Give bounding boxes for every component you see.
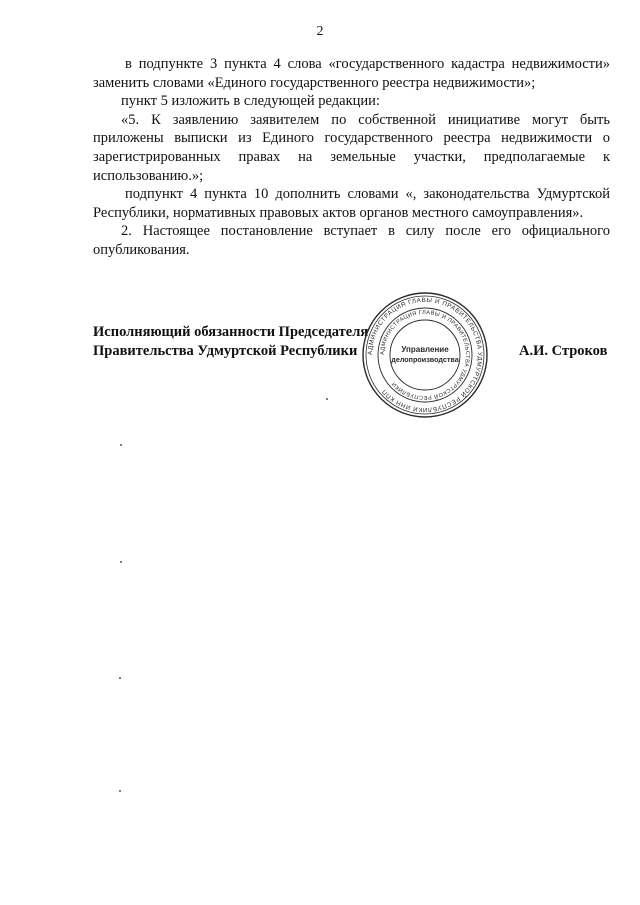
paragraph-amend-subclause-4: подпункт 4 пункта 10 дополнить словами «, законодательства Удмуртской Республики, нормативных правовых актов органов местного самоуправления». (93, 186, 610, 221)
paragraph-clause-5-intro: пункт 5 изложить в следующей редакции: (121, 93, 380, 110)
paragraph-amend-subclause-3: в подпункте 3 пункта 4 слова «государственного кадастра недвижимости» заменить словами «Единого государственного реестра недвижимости»; (93, 56, 610, 91)
seal-center-line-1: Управление (401, 345, 449, 354)
scan-speck (326, 398, 328, 400)
seal-inner-text-path: АДМИНИСТРАЦИЯ ГЛАВЫ И ПРАВИТЕЛЬСТВА УДМУРТСКОЙ РЕСПУБЛИКИ (379, 309, 471, 401)
paragraph-clause-5-text: «5. К заявлению заявителем по собственной инициативе могут быть приложены выписки из Единого государственного реестра недвижимости о зарегистрированных правах на земельные участки, предполагаемые к использованию.»; (93, 111, 610, 184)
signatory-position (93, 323, 368, 361)
seal-outer-text-path: АДМИНИСТРАЦИЯ ГЛАВЫ И ПРАВИТЕЛЬСТВА УДМУРТСКОЙ РЕСПУБЛИКИ ИНН КПП (366, 296, 484, 414)
scan-speck (120, 444, 122, 446)
signatory-name: А.И. Строков (519, 343, 608, 359)
scan-speck (120, 561, 122, 563)
signatory-position-line-1: Исполняющий обязанности Председателя (93, 324, 369, 340)
official-seal-stamp (360, 290, 490, 420)
signatory-position-line-2: Правительства Удмуртской Республики (93, 343, 358, 359)
document-body (93, 55, 610, 260)
scan-speck (119, 790, 121, 792)
paragraph-effective-date: 2. Настоящее постановление вступает в силу после его официального опубликования. (93, 223, 610, 258)
scan-speck (119, 677, 121, 679)
seal-center-line-2: делопроизводства (391, 355, 459, 364)
page-number: 2 (316, 24, 324, 39)
